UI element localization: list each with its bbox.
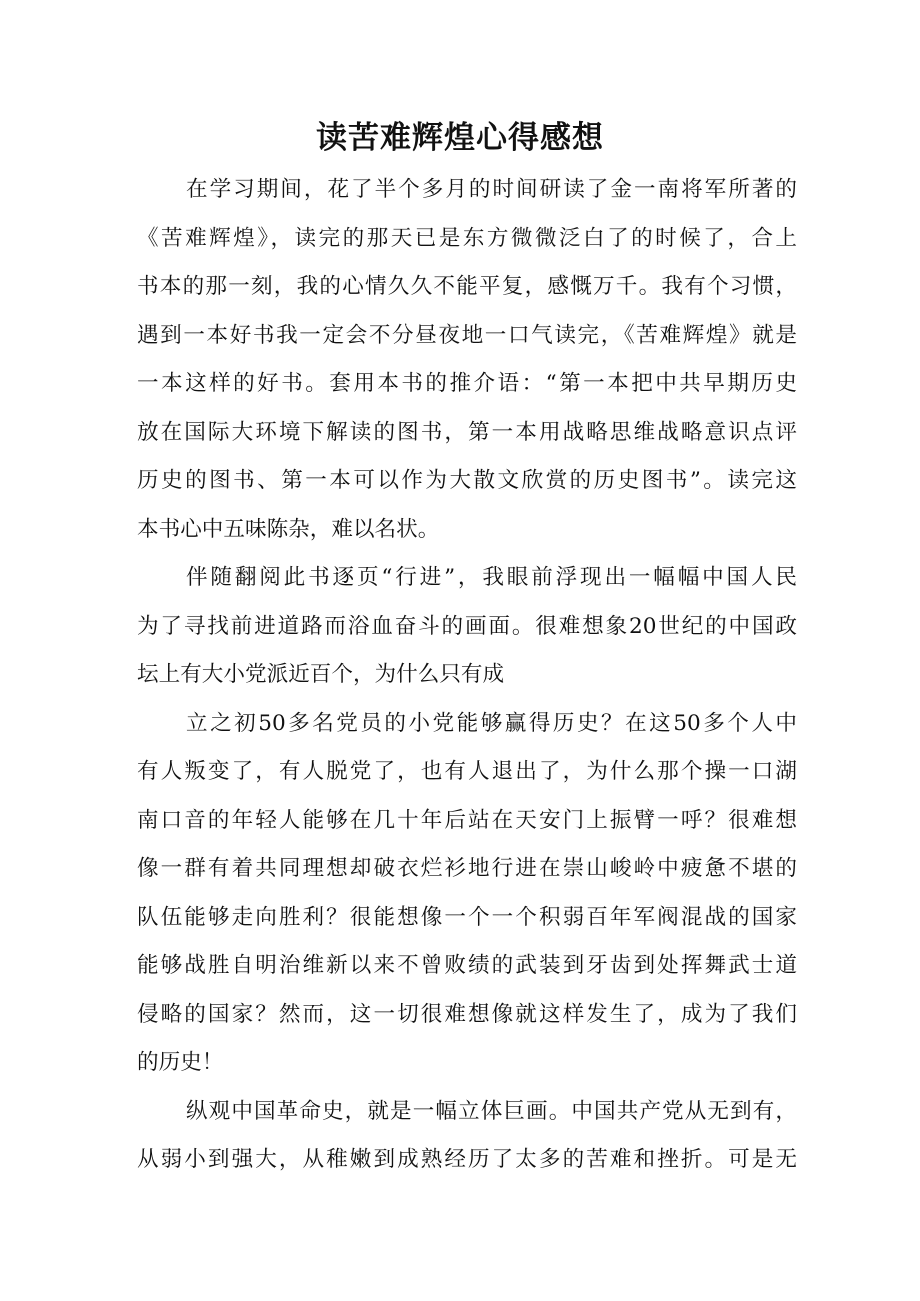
text-line: 立之初50多名党员的小党能够赢得历史？在这50多个人中	[186, 711, 797, 736]
text-line: 为了寻找前进道路而浴血奋斗的画面。很难想象20世纪的中国政	[137, 614, 797, 639]
text-line: 有人叛变了，有人脱党了，也有人退出了，为什么那个操一口湖	[137, 759, 797, 784]
text-line: 从弱小到强大，从稚嫩到成熟经历了太多的苦难和挫折。可是无	[137, 1147, 797, 1172]
text-line: 书本的那一刻，我的心情久久不能平复，感慨万千。我有个习惯，	[137, 274, 797, 299]
text-line: 放在国际大环境下解读的图书，第一本用战略思维战略意识点评	[137, 420, 797, 445]
text-line: 坛上有大小党派近百个，为什么只有成	[137, 662, 505, 687]
text-line: 队伍能够走向胜利？很能想像一个一个积弱百年军阀混战的国家	[137, 905, 797, 930]
text-line: 南口音的年轻人能够在几十年后站在天安门上振臂一呼？很难想	[137, 808, 797, 833]
text-line: 遇到一本好书我一定会不分昼夜地一口气读完，《苦难辉煌》就是	[137, 323, 797, 348]
text-line: 伴随翻阅此书逐页“行进”，我眼前浮现出一幅幅中国人民	[186, 565, 797, 590]
document-title: 读苦难辉煌心得感想	[316, 120, 604, 156]
text-line: 历史的图书、第一本可以作为大散文欣赏的历史图书”。读完这	[137, 468, 797, 493]
text-line: 像一群有着共同理想却破衣烂衫地行进在崇山峻岭中疲惫不堪的	[137, 856, 797, 881]
text-line: 能够战胜自明治维新以来不曾败绩的武装到牙齿到处挥舞武士道	[137, 953, 797, 978]
text-line: 一本这样的好书。套用本书的推介语：“第一本把中共早期历史	[137, 371, 797, 396]
text-line: 的历史！	[137, 1050, 224, 1075]
text-line: 《苦难辉煌》，读完的那天已是东方微微泛白了的时候了，合上	[137, 226, 797, 251]
text-line: 本书心中五味陈杂，难以名状。	[137, 517, 440, 542]
text-line: 在学习期间，花了半个多月的时间研读了金一南将军所著的	[186, 177, 797, 202]
text-line: 侵略的国家？然而，这一切很难想像就这样发生了，成为了我们	[137, 1002, 797, 1027]
text-line: 纵观中国革命史，就是一幅立体巨画。中国共产党从无到有，	[186, 1099, 797, 1124]
